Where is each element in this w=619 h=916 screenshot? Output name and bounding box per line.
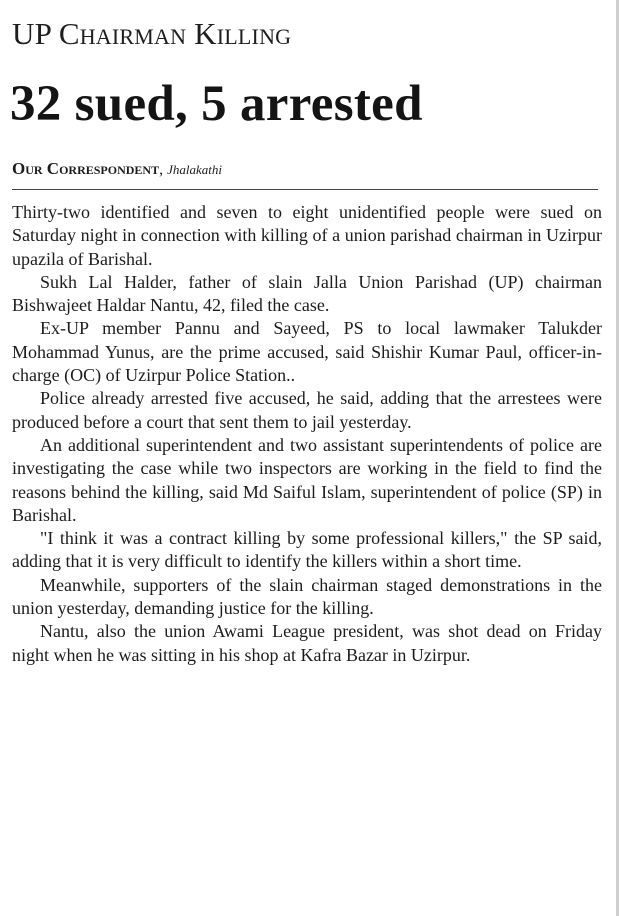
article-headline: 32 sued, 5 arrested bbox=[10, 76, 423, 132]
article-paragraph: An additional superintendent and two assistant superintendents of police are investigating the case while two inspectors are working in the field to find the reasons behind the killing, said Md Saiful Islam, superintendent of police (SP) in Barishal. bbox=[12, 434, 602, 525]
article-paragraph: Thirty-two identified and seven to eight unidentified people were sued on Saturday night in connection with killing of a union parishad chairman in Uzirpur upazila of Barishal. bbox=[12, 202, 602, 269]
article-paragraph: Nantu, also the union Awami League president, was shot dead on Friday night when he was sitting in his shop at Kafra Bazar in Uzirpur. bbox=[12, 621, 602, 665]
byline-separator: , bbox=[159, 161, 168, 178]
article-paragraph: Ex-UP member Pannu and Sayeed, PS to local lawmaker Talukder Mohammad Yunus, are the prime accused, said Shishir Kumar Paul, officer-in-charge (OC) of Uzirpur Police Station.. bbox=[12, 318, 602, 386]
article-paragraph: Police already arrested five accused, he said, adding that the arrestees were produced before a court that sent them to jail yesterday. bbox=[12, 388, 602, 432]
article-byline bbox=[12, 158, 222, 181]
article-paragraph: Meanwhile, supporters of the slain chairman staged demonstrations in the union yesterday, demanding justice for the killing. bbox=[12, 574, 602, 619]
article-paragraph: Sukh Lal Halder, father of slain Jalla Union Parishad (UP) chairman Bishwajeet Haldar Nantu, 42, filed the case. bbox=[12, 271, 602, 316]
byline-author: Our Correspondent bbox=[12, 159, 160, 178]
byline-divider bbox=[12, 189, 598, 190]
article-paragraph: "I think it was a contract killing by some professional killers," the SP said, adding that it is very difficult to identify the killers within a short time. bbox=[12, 528, 602, 572]
byline-location: Jhalakathi bbox=[167, 162, 222, 177]
article-kicker: UP Chairman Killing bbox=[12, 16, 292, 51]
article-body bbox=[12, 201, 602, 667]
